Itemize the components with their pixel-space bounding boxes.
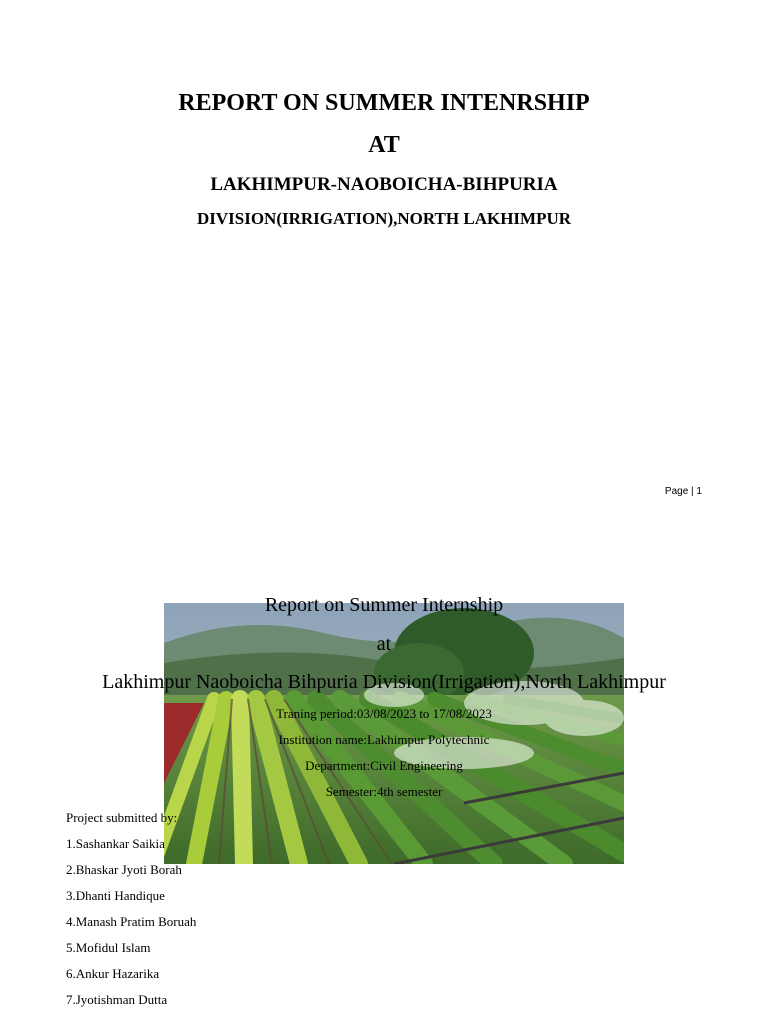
member-item: 7.Jyotishman Dutta bbox=[66, 992, 168, 1007]
member-item: 5.Mofidul Islam bbox=[66, 940, 151, 955]
division-name-line2: DIVISION(IRRIGATION),NORTH LAKHIMPUR bbox=[196, 209, 572, 228]
submitted-by-label: Project submitted by: bbox=[66, 810, 178, 825]
page-number: Page | 1 bbox=[664, 486, 702, 497]
division-name-line1: LAKHIMPUR-NAOBOICHA-BIHPURIA bbox=[210, 174, 558, 195]
summary-heading: Report on Summer Internship bbox=[264, 594, 504, 616]
report-title-at: AT bbox=[368, 132, 400, 158]
member-item: 4.Manash Pratim Boruah bbox=[66, 914, 197, 929]
summary-heading-at: at bbox=[376, 633, 392, 655]
summary-division: Lakhimpur Naoboicha Bihpuria Division(Irrigation),North Lakhimpur bbox=[102, 671, 666, 693]
report-title: REPORT ON SUMMER INTENRSHIP bbox=[178, 90, 590, 116]
member-item: 1.Sashankar Saikia bbox=[66, 836, 165, 851]
member-item: 2.Bhaskar Jyoti Borah bbox=[66, 862, 182, 877]
semester: Semester:4th semester bbox=[325, 784, 443, 799]
training-period: Traning period:03/08/2023 to 17/08/2023 bbox=[276, 706, 492, 721]
institution-name: Institution name:Lakhimpur Polytechnic bbox=[278, 732, 490, 747]
department-name: Department:Civil Engineering bbox=[305, 758, 463, 773]
member-item: 3.Dhanti Handique bbox=[66, 888, 165, 903]
member-item: 6.Ankur Hazarika bbox=[66, 966, 160, 981]
